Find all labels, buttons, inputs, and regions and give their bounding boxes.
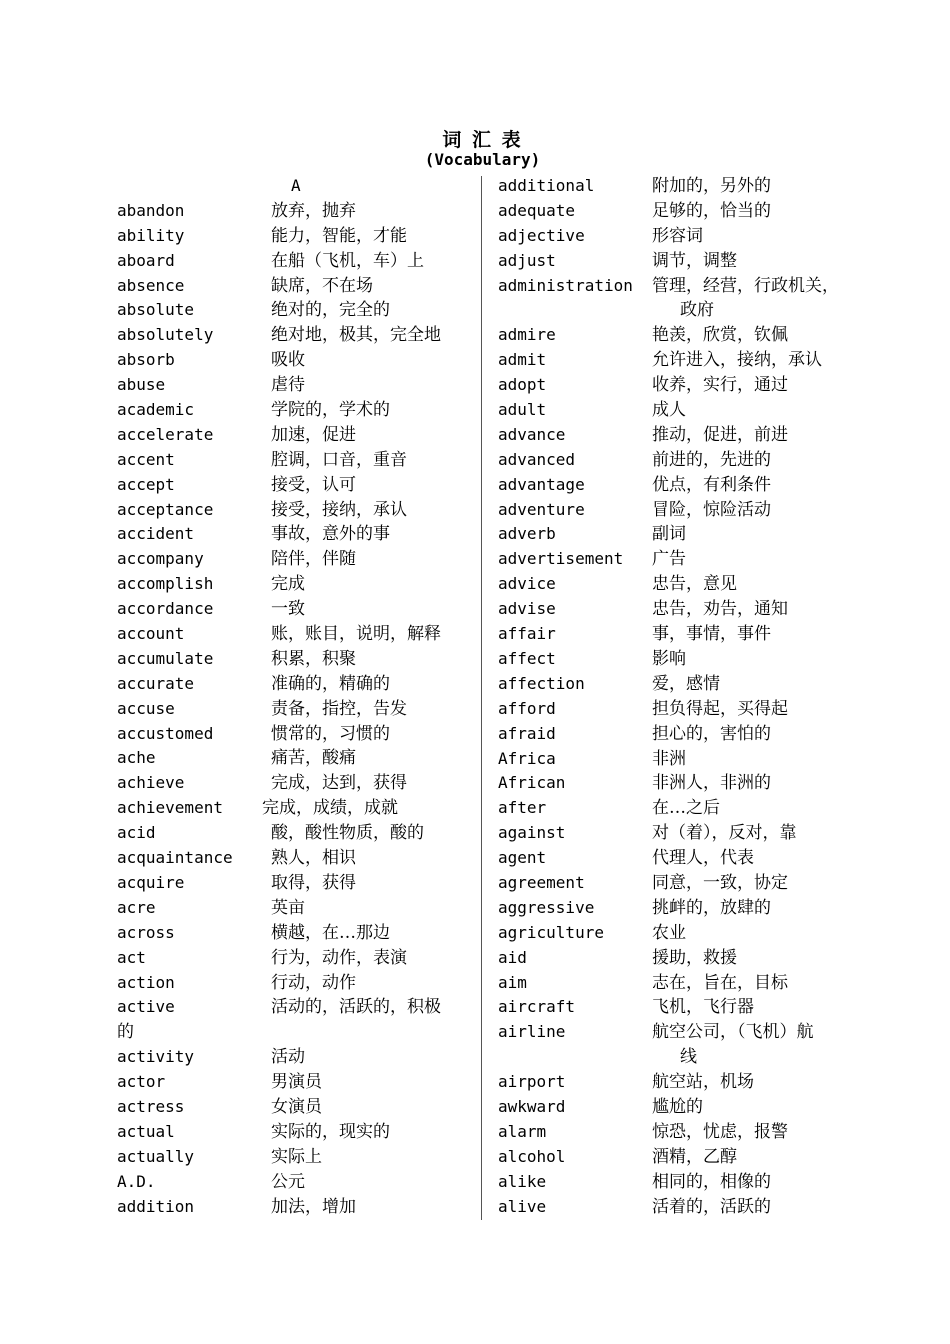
vocab-entry: [117, 498, 472, 523]
vocab-definition: 允许进入，接纳，承认: [652, 350, 822, 371]
vocab-word: Africa: [498, 748, 556, 768]
vocab-definition: 优点，有利条件: [652, 474, 771, 495]
vocab-entry: [498, 274, 868, 324]
vocab-definition: 非洲: [652, 748, 686, 769]
vocab-definition: 副词: [652, 524, 686, 545]
vocab-word: accumulate: [117, 648, 214, 668]
vocab-entry: [117, 971, 472, 996]
vocab-entry: [498, 946, 868, 971]
vocab-definition: 惊恐，忧虑，报警: [652, 1121, 788, 1142]
vocab-word: absolutely: [117, 325, 214, 345]
vocab-entry: [117, 1070, 472, 1095]
vocab-word: accordance: [117, 599, 214, 619]
vocab-word: additional: [498, 176, 595, 195]
vocab-word: academic: [117, 400, 195, 420]
vocab-entry: [117, 995, 472, 1045]
vocab-word: alcohol: [498, 1146, 566, 1166]
vocab-entry: [498, 747, 868, 772]
vocab-entry: [117, 274, 472, 299]
vocab-word: affair: [498, 624, 556, 644]
vocab-definition: 责备，指控，告发: [271, 698, 407, 719]
vocab-definition: 腔调，口音，重音: [271, 449, 407, 470]
vocab-entry: [498, 1170, 868, 1195]
vocab-definition: 飞机，飞行器: [652, 997, 754, 1018]
vocab-definition: 实际的，现实的: [271, 1121, 390, 1142]
vocab-definition: 收养，实行，通过: [652, 375, 788, 396]
vocab-definition: 学院的，学术的: [271, 400, 390, 421]
vocab-entry: [498, 647, 868, 672]
vocab-entry: [117, 622, 472, 647]
vocab-entry: [498, 697, 868, 722]
vocab-definition: 对（着），反对，靠: [652, 823, 797, 844]
vocab-definition: 在…之后: [652, 798, 720, 819]
vocab-entry: [117, 224, 472, 249]
vocab-entry: [498, 373, 868, 398]
column-divider: [481, 176, 482, 1220]
vocab-word: aggressive: [498, 897, 595, 917]
vocab-entry: [117, 647, 472, 672]
vocab-entry: [117, 473, 472, 498]
vocab-definition: 熟人，相识: [271, 848, 356, 869]
vocab-entry: [498, 871, 868, 896]
vocab-word: account: [117, 624, 185, 644]
vocab-word: ache: [117, 748, 156, 768]
vocab-definition: 加速，促进: [271, 424, 356, 445]
vocab-definition: 痛苦，酸痛: [271, 748, 356, 769]
vocab-entry: [498, 224, 868, 249]
vocab-entry: [117, 846, 472, 871]
vocab-word: airport: [498, 1072, 566, 1092]
vocab-entry: [117, 896, 472, 921]
vocab-word: actor: [117, 1072, 166, 1092]
vocab-entry: [498, 622, 868, 647]
vocab-entry: [498, 547, 868, 572]
vocab-word: advise: [498, 599, 556, 619]
vocab-entry: [498, 896, 868, 921]
vocab-entry: [498, 174, 868, 199]
vocab-entry: [117, 796, 472, 821]
section-letter: A: [291, 176, 301, 195]
vocab-word: affection: [498, 673, 585, 693]
vocab-definition: 冒险，惊险活动: [652, 499, 771, 520]
vocab-entry: [498, 821, 868, 846]
vocab-entry: [498, 423, 868, 448]
vocab-word: accelerate: [117, 424, 214, 444]
right-column: [498, 174, 868, 1219]
vocab-entry: [117, 348, 472, 373]
vocab-entry: [117, 946, 472, 971]
vocab-entry: [498, 1195, 868, 1220]
vocab-definition: 能力，智能，才能: [271, 225, 407, 246]
vocab-definition: 准确的，精确的: [271, 673, 390, 694]
vocab-definition: 形容词: [652, 225, 703, 246]
vocab-definition: 同意，一致，协定: [652, 872, 788, 893]
vocab-entry: [498, 1120, 868, 1145]
vocab-entry: [117, 249, 472, 274]
vocab-word: accident: [117, 524, 195, 544]
vocab-word: acre: [117, 897, 156, 917]
vocab-entry: [498, 572, 868, 597]
vocab-word: adventure: [498, 499, 585, 519]
vocab-word: addition: [117, 1196, 195, 1216]
vocab-word: aid: [498, 947, 527, 967]
vocab-entry: [498, 1070, 868, 1095]
vocab-word: aim: [498, 972, 527, 992]
vocab-definition: 影响: [652, 648, 686, 669]
vocab-entry: [498, 348, 868, 373]
vocab-entry: [117, 771, 472, 796]
vocab-definition: 一致: [271, 599, 305, 620]
vocab-entry: [498, 1095, 868, 1120]
vocab-word: accent: [117, 449, 175, 469]
vocab-definition: 接受，认可: [271, 474, 356, 495]
vocab-definition: 艳羡，欣赏，钦佩: [652, 325, 788, 346]
vocab-word: absolute: [117, 300, 195, 320]
vocab-definition: 成人: [652, 400, 686, 421]
vocab-entry: [498, 199, 868, 224]
vocab-definition: 航空公司，（飞机）航: [652, 1022, 814, 1043]
vocab-word: alike: [498, 1171, 547, 1191]
vocab-word: abuse: [117, 375, 166, 395]
vocab-definition: 完成，成绩，成就: [262, 798, 398, 819]
vocab-definition: 惯常的，习惯的: [271, 723, 390, 744]
vocab-definition: 男演员: [271, 1072, 322, 1093]
vocab-definition: 足够的，恰当的: [652, 200, 771, 221]
vocab-word: admit: [498, 350, 547, 370]
vocab-word: advertisement: [498, 549, 624, 569]
vocab-definition: 完成: [271, 574, 305, 595]
vocab-word: acceptance: [117, 499, 214, 519]
vocab-definition: 接受，接纳，承认: [271, 499, 407, 520]
vocab-entry: [117, 821, 472, 846]
vocab-definition: 忠告，意见: [652, 574, 737, 595]
vocab-entry: [498, 597, 868, 622]
vocab-entry: [498, 921, 868, 946]
vocab-definition: 酒精，乙醇: [652, 1146, 737, 1167]
vocab-word: adopt: [498, 375, 547, 395]
vocab-definition: 活动: [271, 1047, 305, 1068]
vocab-entry: [498, 249, 868, 274]
vocab-entry: [117, 522, 472, 547]
vocab-entry: [498, 473, 868, 498]
vocab-word: acquire: [117, 872, 185, 892]
vocab-entry: [117, 1195, 472, 1220]
vocab-entry: [117, 373, 472, 398]
vocab-entry: [117, 398, 472, 423]
vocab-word: awkward: [498, 1096, 566, 1116]
vocab-entry: [117, 1045, 472, 1070]
vocab-entry: [117, 199, 472, 224]
vocab-word: afraid: [498, 723, 556, 743]
vocab-entry: [117, 1145, 472, 1170]
vocab-entry: [498, 995, 868, 1020]
vocab-word: agriculture: [498, 922, 604, 942]
vocab-definition: 担负得起，买得起: [652, 698, 788, 719]
vocab-definition: 活着的，活跃的: [652, 1196, 771, 1217]
vocab-word: active: [117, 997, 175, 1017]
vocab-word: against: [498, 823, 566, 843]
vocab-definition: 相同的，相像的: [652, 1171, 771, 1192]
vocab-definition: 管理，经营，行政机关，: [652, 275, 839, 296]
vocab-definition-continued: 线: [680, 1047, 697, 1068]
vocab-definition: 吸收: [271, 350, 305, 371]
vocab-definition: 女演员: [271, 1096, 322, 1117]
vocab-word: accurate: [117, 673, 195, 693]
vocab-word: accept: [117, 474, 175, 494]
vocab-definition-continued: 政府: [680, 300, 714, 321]
vocab-entry: [498, 771, 868, 796]
vocab-definition: 陪伴，伴随: [271, 549, 356, 570]
vocab-word: accompany: [117, 549, 204, 569]
vocab-word: action: [117, 972, 175, 992]
vocab-entry: [498, 722, 868, 747]
vocab-entry: [117, 448, 472, 473]
vocab-definition: 事故，意外的事: [271, 524, 390, 545]
vocab-definition: 绝对的，完全的: [271, 300, 390, 321]
vocab-entry: [498, 1020, 868, 1070]
vocab-entry: [117, 323, 472, 348]
vocab-entry: [117, 746, 472, 771]
vocab-word: adverb: [498, 524, 556, 544]
vocab-entry: [117, 1170, 472, 1195]
vocab-definition-continued: 的: [117, 1022, 134, 1043]
vocab-definition: 绝对地，极其，完全地: [271, 325, 441, 346]
vocab-entry: [498, 522, 868, 547]
vocab-entry: [498, 398, 868, 423]
vocab-entry: [117, 871, 472, 896]
vocab-entry: [117, 298, 472, 323]
vocab-definition: 爱，感情: [652, 673, 720, 694]
vocab-word: advantage: [498, 474, 585, 494]
vocab-word: abandon: [117, 200, 185, 220]
vocab-definition: 放弃，抛弃: [271, 200, 356, 221]
vocab-entry: [117, 547, 472, 572]
left-column: [117, 174, 472, 1219]
vocab-word: achieve: [117, 773, 185, 793]
vocab-word: achievement: [117, 798, 223, 818]
vocab-word: agreement: [498, 872, 585, 892]
vocab-definition: 志在，旨在，目标: [652, 972, 788, 993]
vocab-definition: 实际上: [271, 1146, 322, 1167]
vocab-entry: [498, 448, 868, 473]
vocab-definition: 账，账目，说明，解释: [271, 624, 441, 645]
vocab-entry: [117, 697, 472, 722]
vocab-word: adjust: [498, 250, 556, 270]
vocab-word: airline: [498, 1022, 566, 1042]
vocab-word: across: [117, 922, 175, 942]
vocab-definition: 援助，救援: [652, 947, 737, 968]
vocab-word: alarm: [498, 1121, 547, 1141]
vocab-entry: [498, 323, 868, 348]
vocab-entry: [498, 672, 868, 697]
vocab-definition: 加法，增加: [271, 1196, 356, 1217]
vocab-word: absence: [117, 275, 185, 295]
vocab-entry: [498, 846, 868, 871]
vocab-definition: 非洲人，非洲的: [652, 773, 771, 794]
vocab-definition: 事，事情，事件: [652, 624, 771, 645]
vocab-word: admire: [498, 325, 556, 345]
vocab-word: adequate: [498, 200, 576, 220]
page-subtitle: (Vocabulary): [424, 150, 541, 169]
vocab-definition: 在船（飞机，车）上: [271, 250, 424, 271]
vocab-definition: 完成，达到，获得: [271, 773, 407, 794]
vocab-entry: [498, 498, 868, 523]
vocab-word: absorb: [117, 350, 175, 370]
vocab-definition: 推动，促进，前进: [652, 424, 788, 445]
vocab-definition: 挑衅的，放肆的: [652, 897, 771, 918]
vocab-entry: [498, 1145, 868, 1170]
vocab-word: A.D.: [117, 1171, 156, 1191]
vocab-word: accomplish: [117, 574, 214, 594]
vocab-word: alive: [498, 1196, 547, 1216]
vocab-definition: 附加的，另外的: [652, 176, 771, 196]
vocab-definition: 积累，积聚: [271, 648, 356, 669]
vocab-word: adult: [498, 400, 547, 420]
vocab-definition: 行为，动作，表演: [271, 947, 407, 968]
vocab-word: advanced: [498, 449, 576, 469]
vocab-definition: 代理人，代表: [652, 848, 754, 869]
vocab-entry: [117, 921, 472, 946]
vocab-definition: 担心的，害怕的: [652, 723, 771, 744]
vocab-definition: 横越，在…那边: [271, 922, 390, 943]
vocab-word: aboard: [117, 250, 175, 270]
section-heading: [117, 174, 472, 199]
vocab-definition: 行动，动作: [271, 972, 356, 993]
vocab-word: actual: [117, 1121, 175, 1141]
vocab-definition: 取得，获得: [271, 872, 356, 893]
vocab-definition: 酸，酸性物质，酸的: [271, 823, 424, 844]
vocab-word: after: [498, 798, 547, 818]
vocab-definition: 虐待: [271, 375, 305, 396]
vocab-entry: [117, 722, 472, 747]
vocab-word: adjective: [498, 225, 585, 245]
vocab-word: aircraft: [498, 997, 576, 1017]
vocab-word: ability: [117, 225, 185, 245]
vocab-entry: [498, 971, 868, 996]
vocab-word: African: [498, 773, 566, 793]
vocab-entry: [498, 796, 868, 821]
vocab-entry: [117, 1095, 472, 1120]
vocab-word: acquaintance: [117, 848, 233, 868]
vocab-entry: [117, 597, 472, 622]
vocab-definition: 公元: [271, 1171, 305, 1192]
vocab-word: administration: [498, 275, 633, 295]
vocab-word: accustomed: [117, 723, 214, 743]
vocab-word: afford: [498, 698, 556, 718]
vocab-word: advance: [498, 424, 566, 444]
vocab-word: actually: [117, 1146, 195, 1166]
vocab-word: agent: [498, 848, 547, 868]
vocab-word: advice: [498, 574, 556, 594]
vocab-definition: 活动的，活跃的，积极: [271, 997, 441, 1018]
vocab-definition: 前进的，先进的: [652, 449, 771, 470]
vocab-definition: 英亩: [271, 897, 305, 918]
vocab-entry: [117, 1120, 472, 1145]
vocab-definition: 航空站，机场: [652, 1072, 754, 1093]
vocab-word: activity: [117, 1047, 195, 1067]
vocab-word: act: [117, 947, 146, 967]
vocab-word: accuse: [117, 698, 175, 718]
page-title: 词 汇 表: [442, 129, 523, 151]
vocab-entry: [117, 672, 472, 697]
vocab-definition: 缺席，不在场: [271, 275, 373, 296]
vocab-definition: 尴尬的: [652, 1096, 703, 1117]
vocab-definition: 农业: [652, 922, 686, 943]
vocab-word: acid: [117, 823, 156, 843]
vocab-entry: [117, 572, 472, 597]
vocab-entry: [117, 423, 472, 448]
vocab-word: affect: [498, 648, 556, 668]
vocab-word: actress: [117, 1096, 185, 1116]
vocab-definition: 调节，调整: [652, 250, 737, 271]
vocab-definition: 忠告，劝告，通知: [652, 599, 788, 620]
vocab-definition: 广告: [652, 549, 686, 570]
